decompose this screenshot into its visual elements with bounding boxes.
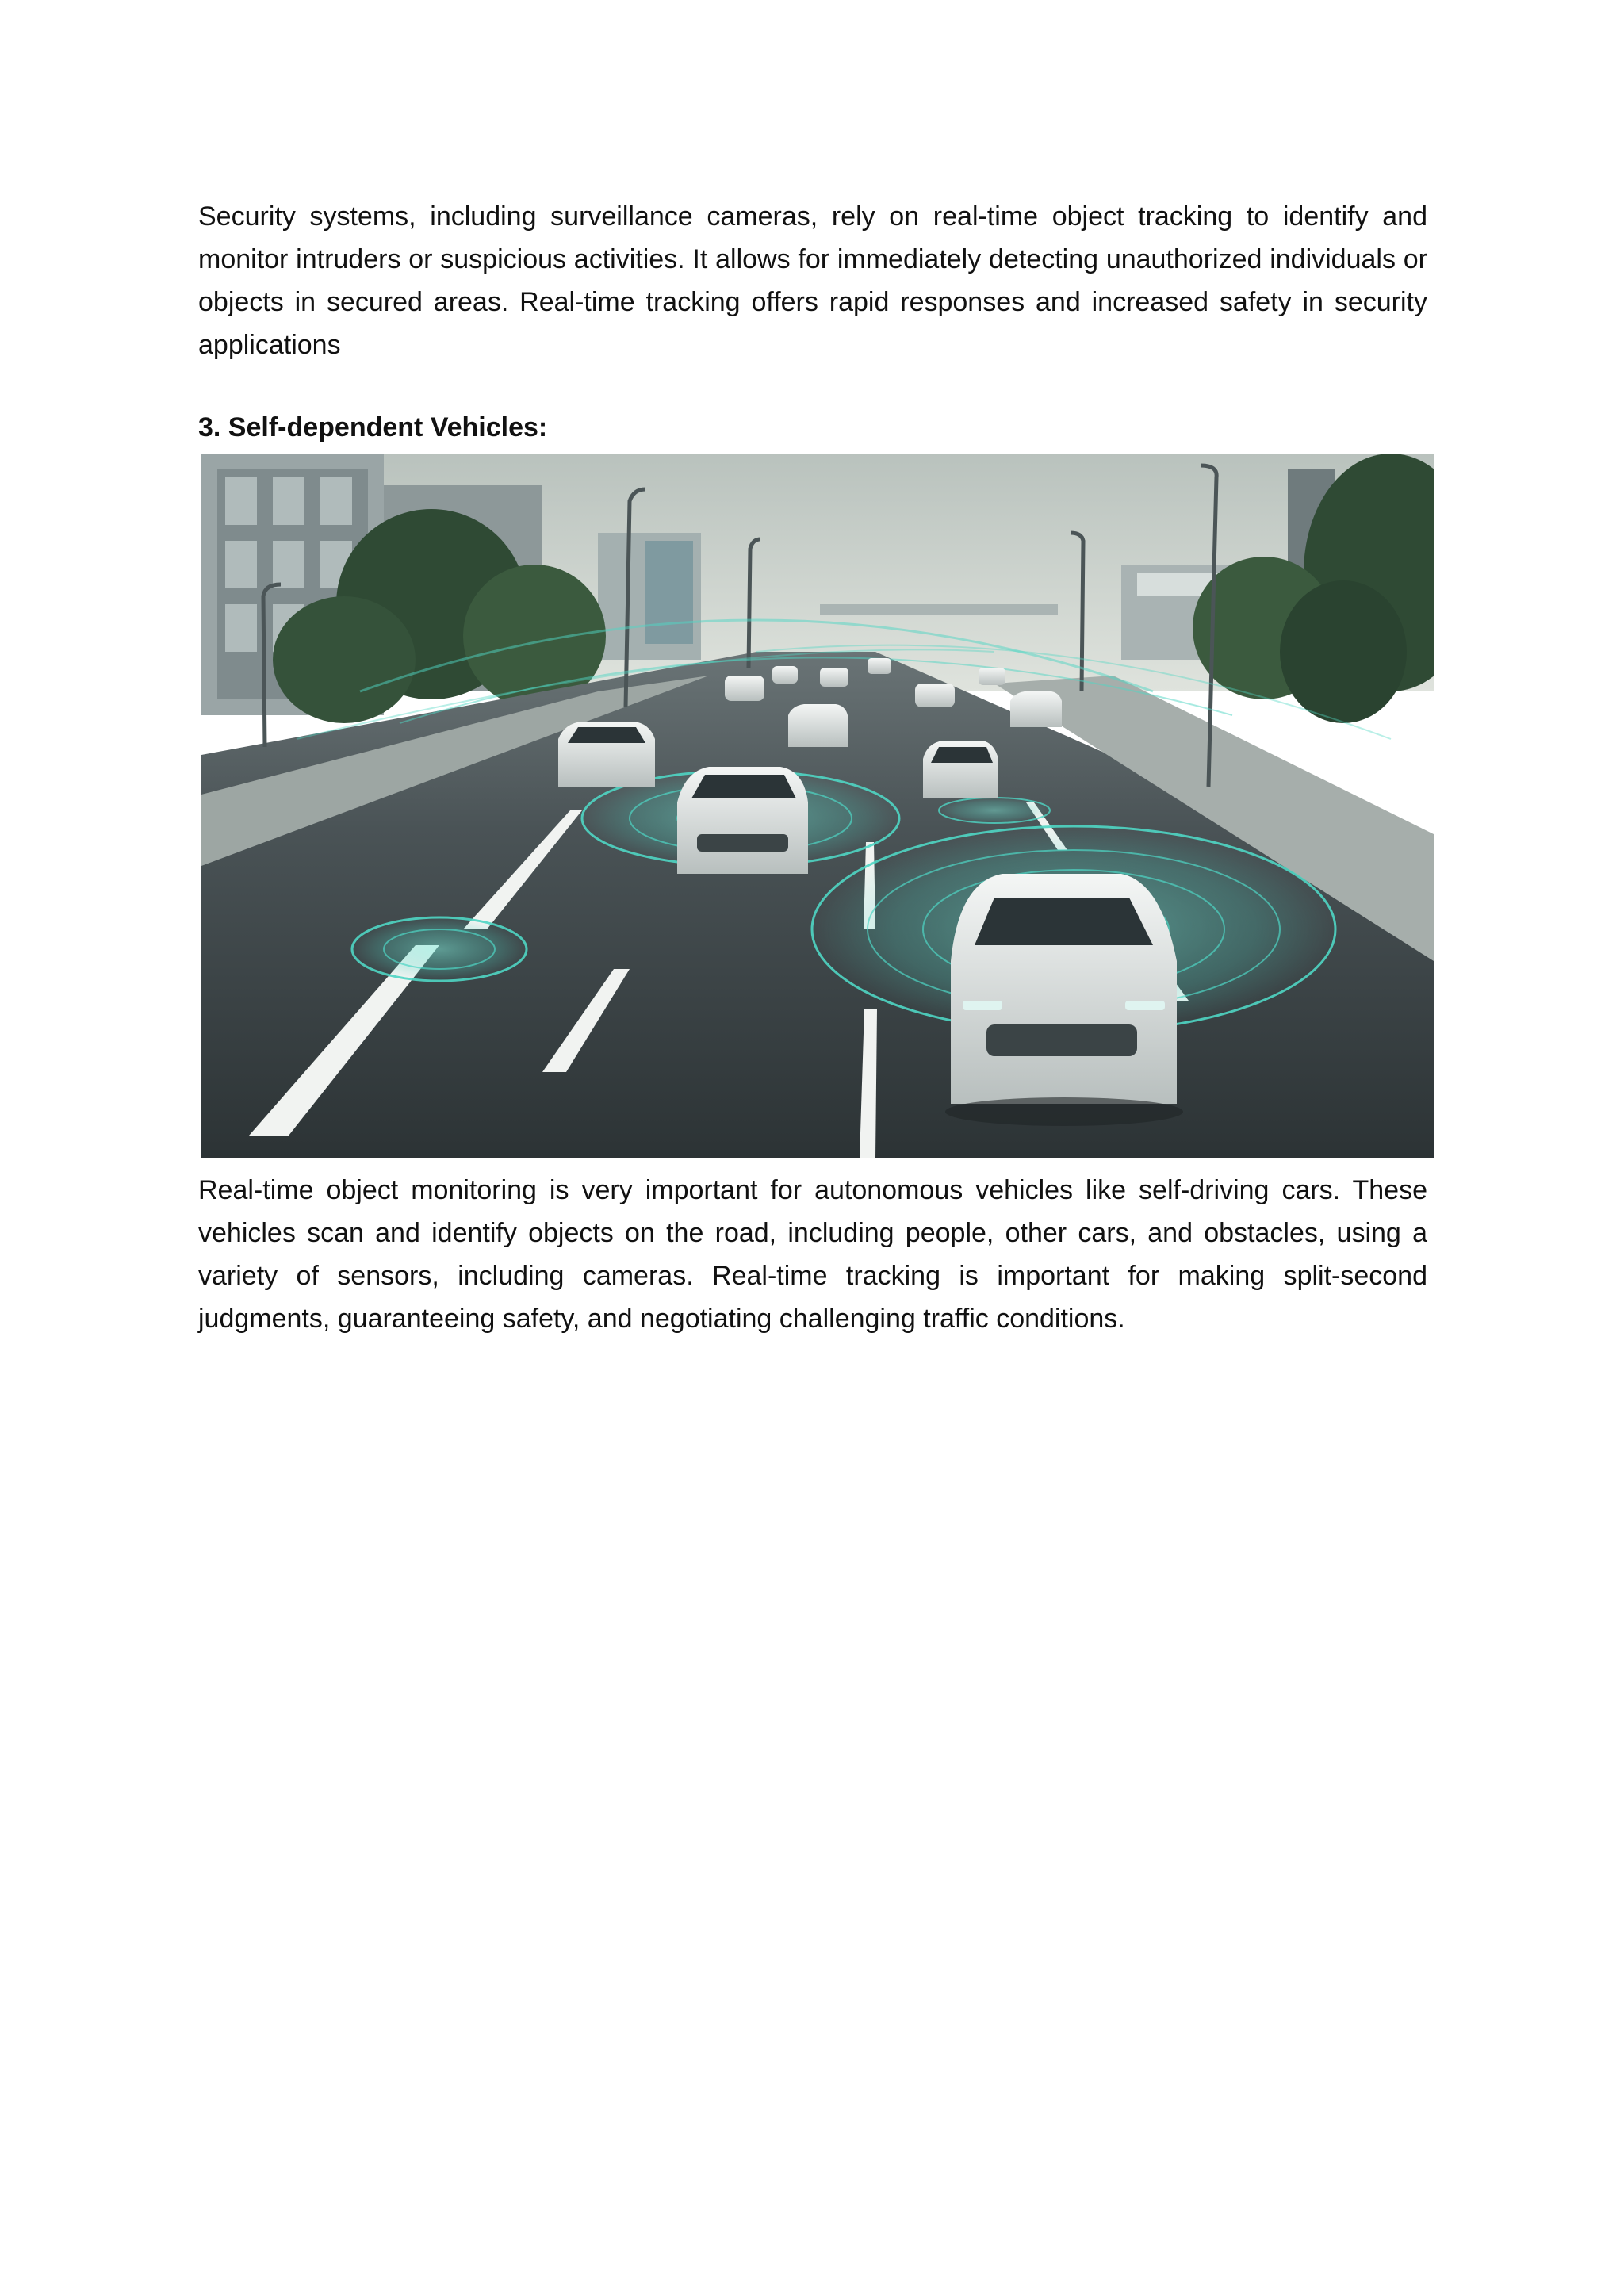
autonomous-vehicles-figure: [201, 454, 1434, 1158]
body-paragraph-security: Security systems, including surveillance cameras, rely on real-time object tracking to identify and monitor intruders or suspicious activities. It allows for immediately detecting unauthorized individuals or objects in secured areas. Real-time tracking offers rapid responses and increased safety in security applications: [198, 201, 1427, 360]
section-heading: 3. Self-dependent Vehicles:: [198, 412, 548, 442]
figure-illustration: [201, 454, 1434, 1158]
car-middle: [677, 767, 808, 874]
car-front: [945, 874, 1183, 1126]
car-left: [558, 722, 655, 787]
car-far-2: [1010, 691, 1062, 727]
body-paragraph-autonomous: Real-time object monitoring is very important for autonomous vehicles like self-driving cars. These vehicles scan and identify objects on the road, including people, other cars, and obstacles, using a variety of sensors, including cameras. Real-time tracking is important for making split-second judgments, guaranteeing safety, and negotiating challenging traffic conditions.: [198, 1175, 1427, 1334]
car-far-1: [788, 704, 848, 747]
car-right: [923, 741, 998, 798]
